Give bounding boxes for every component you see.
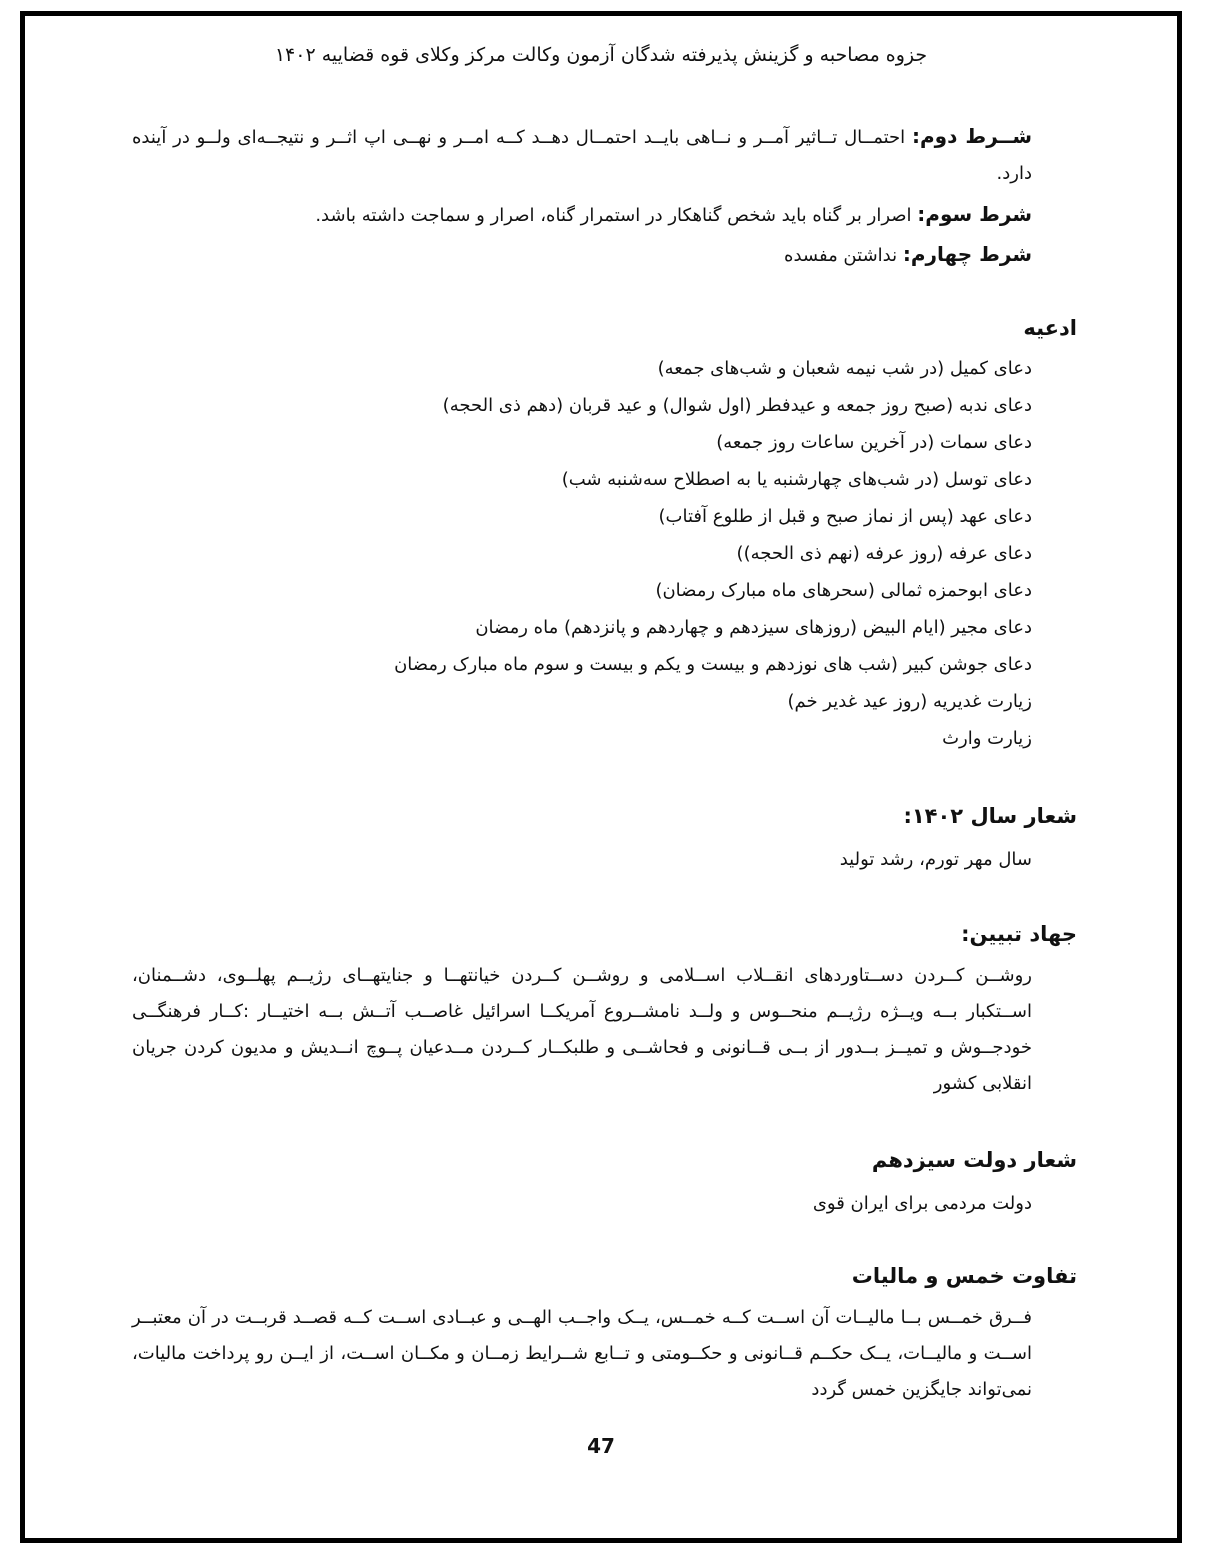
prayers-heading: ادعیه (1023, 316, 1077, 340)
condition-text: اصرار بر گناه باید شخص گناهکار در استمرار گناه، اصرار و سماجت داشته باشد. (315, 205, 912, 226)
list-item: دعای مجیر (ایام البیض (روزهای سیزدهم و چهاردهم و پانزدهم) ماه رمضان (475, 617, 1032, 638)
jihad-heading: جهاد تبیین: (961, 922, 1077, 946)
condition-text: احتمــال تــاثیر آمــر و نــاهی بایــد احتمــال دهــد کــه امــر و نهــی اپ اثــر و نتیجــه‌ای ولــو در آینده دارد. (132, 127, 1032, 184)
jihad-text: روشــن کــردن دســتاوردهای انقــلاب اســلامی و روشــن کــردن خیانتهــا و جنایتهــای رژیــم پهلــوی، دشــمنان، اســتکبار بــه ویــژه رژیــم منحــوس و ولــد نامشــروع آمریکــا اسرائیل غاصــب آتــش بــه اختیــار :کــار فرهنگــی خودجــوش و تمیــز بــدور از بــی قــانونی و فحاشــی و طلبکــار کــردن مــدعیان پــوچ انــدیش و مدیون کردن جریان انقلابی کشور (132, 965, 1032, 1094)
list-item: دعای ندبه (صبح روز جمعه و عیدفطر (اول شوال) و عید قربان (دهم ذی الحجه) (442, 395, 1032, 416)
condition-label: شرط چهارم: (902, 242, 1032, 266)
list-item: دعای عرفه (روز عرفه (نهم ذی الحجه)) (736, 543, 1032, 564)
condition-fourth (132, 236, 1032, 274)
list-item: زیارت وارث (942, 728, 1032, 749)
page-number: 47 (587, 1434, 615, 1458)
condition-label: شــرط دوم: (912, 124, 1032, 148)
khums-heading: تفاوت خمس و مالیات (851, 1264, 1077, 1288)
prayers-list (132, 350, 1032, 757)
list-item: دعای عهد (پس از نماز صبح و قبل از طلوع آفتاب) (658, 506, 1032, 527)
gov-slogan-heading: شعار دولت سیزدهم (871, 1148, 1077, 1172)
condition-third (132, 196, 1032, 234)
condition-label: شرط سوم: (917, 202, 1032, 226)
page-header: جزوه مصاحبه و گزینش پذیرفته شدگان آزمون وکالت مرکز وکلای قوه قضاییه ۱۴۰۲ (274, 44, 928, 66)
condition-text: نداشتن مفسده (784, 245, 898, 266)
slogan-year-text: سال مهر تورم، رشد تولید (839, 849, 1032, 870)
list-item: زیارت غدیریه (روز عید غدیر خم) (787, 691, 1032, 712)
list-item: دعای کمیل (در شب نیمه شعبان و شب‌های جمعه) (657, 358, 1032, 379)
document-page (25, 16, 1177, 1538)
list-item: دعای ابوحمزه ثمالی (سحرهای ماه مبارک رمضان) (655, 580, 1032, 601)
list-item: دعای جوشن کبیر (شب های نوزدهم و بیست و یکم و بیست و سوم ماه مبارک رمضان (394, 654, 1032, 675)
list-item: دعای سمات (در آخرین ساعات روز جمعه) (716, 432, 1032, 453)
page-border (20, 11, 1182, 1543)
condition-second (132, 118, 1032, 192)
slogan-year-heading: شعار سال ۱۴۰۲: (903, 804, 1077, 828)
gov-slogan-text: دولت مردمی برای ایران قوی (812, 1193, 1032, 1214)
list-item: دعای توسل (در شب‌های چهارشنبه یا به اصطلاح سه‌شنبه شب) (561, 469, 1032, 490)
khums-text: فــرق خمــس بــا مالیــات آن اســت کــه خمــس، یــک واجــب الهــی و عبــادی اســت کــه قصــد قربــت در آن معتبــر اســت و مالیــات، یــک حکــم قــانونی و حکــومتی و تــابع شــرایط زمــان و مکــان اســت، از ایــن رو پرداخت مالیات، نمی‌تواند جایگزین خمس گردد (132, 1307, 1032, 1400)
